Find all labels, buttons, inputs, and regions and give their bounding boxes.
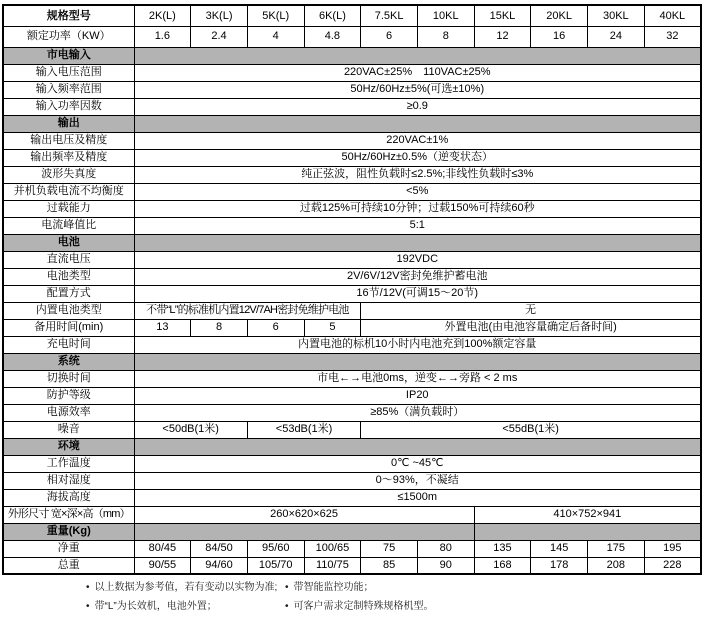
table-corner-label: 规格型号 xyxy=(3,5,134,26)
row-label: 波形失真度 xyxy=(3,166,134,183)
row-label: 输出频率及精度 xyxy=(3,149,134,166)
spec-cell: 220VAC±1% xyxy=(134,132,701,149)
footnote-item xyxy=(285,601,434,613)
spec-cell: 90 xyxy=(417,557,474,574)
spec-cell: ≥85%（满负载时） xyxy=(134,404,701,421)
spec-cell: ≤1500m xyxy=(134,489,701,506)
spec-cell: 市电←→电池0ms，逆变←→旁路 < 2 ms xyxy=(134,370,701,387)
table-row xyxy=(3,557,701,574)
section-filler xyxy=(474,523,701,540)
table-row xyxy=(3,472,701,489)
spec-cell: 外置电池(由电池容量确定后备时间) xyxy=(361,319,701,336)
row-label: 相对湿度 xyxy=(3,472,134,489)
spec-cell: 50Hz/60Hz±5%(可选±10%) xyxy=(134,81,701,98)
spec-cell: 175 xyxy=(588,540,645,557)
table-row xyxy=(3,421,701,438)
spec-cell: 过载125%可持续10分钟；过载150%可持续60秒 xyxy=(134,200,701,217)
spec-cell: 145 xyxy=(531,540,588,557)
table-row xyxy=(3,81,701,98)
bullet-icon: • xyxy=(285,582,289,593)
spec-cell: 195 xyxy=(644,540,701,557)
model-header-cell: 15KL xyxy=(474,5,531,26)
spec-cell: <55dB(1米) xyxy=(361,421,701,438)
row-label: 工作温度 xyxy=(3,455,134,472)
spec-cell: ≥0.9 xyxy=(134,98,701,115)
spec-cell: 纯正弦波，阻性负载时≤2.5%;非线性负载时≤3% xyxy=(134,166,701,183)
section-label: 市电输入 xyxy=(3,47,134,64)
model-header-cell: 20KL xyxy=(531,5,588,26)
table-row xyxy=(3,64,701,81)
footnotes-left-column xyxy=(86,582,285,613)
spec-cell: 135 xyxy=(474,540,531,557)
table-row xyxy=(3,404,701,421)
spec-cell: 228 xyxy=(644,557,701,574)
row-label: 额定功率（KW） xyxy=(3,26,134,47)
model-header-cell: 5K(L) xyxy=(247,5,304,26)
row-label: 输出电压及精度 xyxy=(3,132,134,149)
table-row xyxy=(3,319,701,336)
spec-cell: 5:1 xyxy=(134,217,701,234)
spec-cell: 4 xyxy=(247,26,304,47)
table-row xyxy=(3,506,701,523)
spec-cell: 80 xyxy=(417,540,474,557)
table-row xyxy=(3,132,701,149)
section-label: 环境 xyxy=(3,438,134,455)
row-label: 并机负载电流不均衡度 xyxy=(3,183,134,200)
spec-cell: 内置电池的标机10小时内电池充到100%额定容量 xyxy=(134,336,701,353)
spec-cell: IP20 xyxy=(134,387,701,404)
footnotes-right-column xyxy=(285,582,434,613)
section-label: 电池 xyxy=(3,234,134,251)
section-filler xyxy=(134,234,701,251)
footnote-text: 以上数据为参考值，若有变动以实物为准; xyxy=(94,582,278,593)
spec-cell: 24 xyxy=(588,26,645,47)
footnotes xyxy=(86,582,704,613)
bullet-icon: • xyxy=(285,601,289,612)
spec-cell: 84/50 xyxy=(191,540,248,557)
spec-cell: 2.4 xyxy=(191,26,248,47)
spec-cell: 260×620×625 xyxy=(134,506,474,523)
spec-cell: 5 xyxy=(304,319,361,336)
spec-cell: 50Hz/60Hz±0.5%（逆变状态） xyxy=(134,149,701,166)
row-label: 输入功率因数 xyxy=(3,98,134,115)
section-row xyxy=(3,234,701,251)
row-label: 电池类型 xyxy=(3,268,134,285)
model-header-cell: 6K(L) xyxy=(304,5,361,26)
section-row xyxy=(3,47,701,64)
row-label: 海拔高度 xyxy=(3,489,134,506)
spec-cell: 12 xyxy=(474,26,531,47)
section-label: 系统 xyxy=(3,353,134,370)
row-label: 充电时间 xyxy=(3,336,134,353)
spec-cell: 220VAC±25% 110VAC±25% xyxy=(134,64,701,81)
model-header-cell: 3K(L) xyxy=(191,5,248,26)
table-row xyxy=(3,98,701,115)
section-filler xyxy=(134,523,474,540)
spec-cell: <53dB(1米) xyxy=(247,421,360,438)
spec-table xyxy=(2,4,702,575)
spec-cell: 8 xyxy=(417,26,474,47)
table-row xyxy=(3,268,701,285)
row-label: 输入电压范围 xyxy=(3,64,134,81)
model-header-cell: 7.5KL xyxy=(361,5,418,26)
section-filler xyxy=(134,353,701,370)
spec-cell: 110/75 xyxy=(304,557,361,574)
row-label: 过载能力 xyxy=(3,200,134,217)
spec-cell: 16节/12V(可调15～20节) xyxy=(134,285,701,302)
table-row xyxy=(3,370,701,387)
spec-cell: 8 xyxy=(191,319,248,336)
row-label: 电流峰值比 xyxy=(3,217,134,234)
table-row xyxy=(3,302,701,319)
row-label: 配置方式 xyxy=(3,285,134,302)
spec-cell: 0℃ ~45℃ xyxy=(134,455,701,472)
row-label: 输入频率范围 xyxy=(3,81,134,98)
section-row xyxy=(3,438,701,455)
section-row xyxy=(3,523,701,540)
row-label: 噪音 xyxy=(3,421,134,438)
model-header-cell: 30KL xyxy=(588,5,645,26)
spec-cell: 6 xyxy=(361,26,418,47)
row-label: 切换时间 xyxy=(3,370,134,387)
section-label: 输出 xyxy=(3,115,134,132)
table-row xyxy=(3,183,701,200)
spec-cell: 105/70 xyxy=(247,557,304,574)
spec-cell: 208 xyxy=(588,557,645,574)
spec-cell: 168 xyxy=(474,557,531,574)
spec-cell: <50dB(1米) xyxy=(134,421,247,438)
model-header-cell: 10KL xyxy=(417,5,474,26)
footnote-item xyxy=(86,582,285,594)
spec-cell: 6 xyxy=(247,319,304,336)
spec-cell: 不带“L”的标准机内置12V/7AH密封免维护电池 xyxy=(134,302,361,319)
spec-cell: 80/45 xyxy=(134,540,191,557)
spec-cell: 94/60 xyxy=(191,557,248,574)
table-row xyxy=(3,217,701,234)
section-row xyxy=(3,115,701,132)
spec-cell: 178 xyxy=(531,557,588,574)
table-row xyxy=(3,251,701,268)
spec-cell: 90/55 xyxy=(134,557,191,574)
spec-cell: 75 xyxy=(361,540,418,557)
spec-cell: 100/65 xyxy=(304,540,361,557)
footnote-text: 可客户需求定制特殊规格机型。 xyxy=(293,601,434,612)
spec-cell: 410×752×941 xyxy=(474,506,701,523)
table-row xyxy=(3,387,701,404)
section-filler xyxy=(134,438,701,455)
table-row xyxy=(3,285,701,302)
row-label: 直流电压 xyxy=(3,251,134,268)
row-label: 电源效率 xyxy=(3,404,134,421)
section-label: 重量(Kg) xyxy=(3,523,134,540)
model-header-cell: 2K(L) xyxy=(134,5,191,26)
footnote-text: 带“L”为长效机，电池外置； xyxy=(94,601,217,612)
section-filler xyxy=(134,47,701,64)
section-row xyxy=(3,353,701,370)
footnote-text: 带智能监控功能； xyxy=(293,582,374,593)
row-label: 总重 xyxy=(3,557,134,574)
table-row xyxy=(3,26,701,47)
table-row xyxy=(3,455,701,472)
row-label: 备用时间(min) xyxy=(3,319,134,336)
table-row xyxy=(3,149,701,166)
table-row xyxy=(3,5,701,26)
spec-sheet-page xyxy=(0,4,704,621)
row-label: 外形尺寸 宽×深×高（mm） xyxy=(3,506,134,523)
footnote-item xyxy=(86,601,285,613)
footnote-item xyxy=(285,582,434,594)
spec-cell: 1.6 xyxy=(134,26,191,47)
table-row xyxy=(3,336,701,353)
spec-cell: 2V/6V/12V密封免维护蓄电池 xyxy=(134,268,701,285)
spec-cell: 13 xyxy=(134,319,191,336)
spec-cell: 4.8 xyxy=(304,26,361,47)
bullet-icon: • xyxy=(86,582,90,593)
bullet-icon: • xyxy=(86,601,90,612)
spec-cell: 无 xyxy=(361,302,701,319)
row-label: 防护等级 xyxy=(3,387,134,404)
table-row xyxy=(3,200,701,217)
row-label: 净重 xyxy=(3,540,134,557)
spec-cell: <5% xyxy=(134,183,701,200)
row-label: 内置电池类型 xyxy=(3,302,134,319)
table-row xyxy=(3,489,701,506)
spec-cell: 85 xyxy=(361,557,418,574)
spec-cell: 0～93%，不凝结 xyxy=(134,472,701,489)
table-row xyxy=(3,540,701,557)
spec-cell: 16 xyxy=(531,26,588,47)
spec-cell: 192VDC xyxy=(134,251,701,268)
section-filler xyxy=(134,115,701,132)
table-row xyxy=(3,166,701,183)
model-header-cell: 40KL xyxy=(644,5,701,26)
spec-cell: 32 xyxy=(644,26,701,47)
spec-cell: 95/60 xyxy=(247,540,304,557)
